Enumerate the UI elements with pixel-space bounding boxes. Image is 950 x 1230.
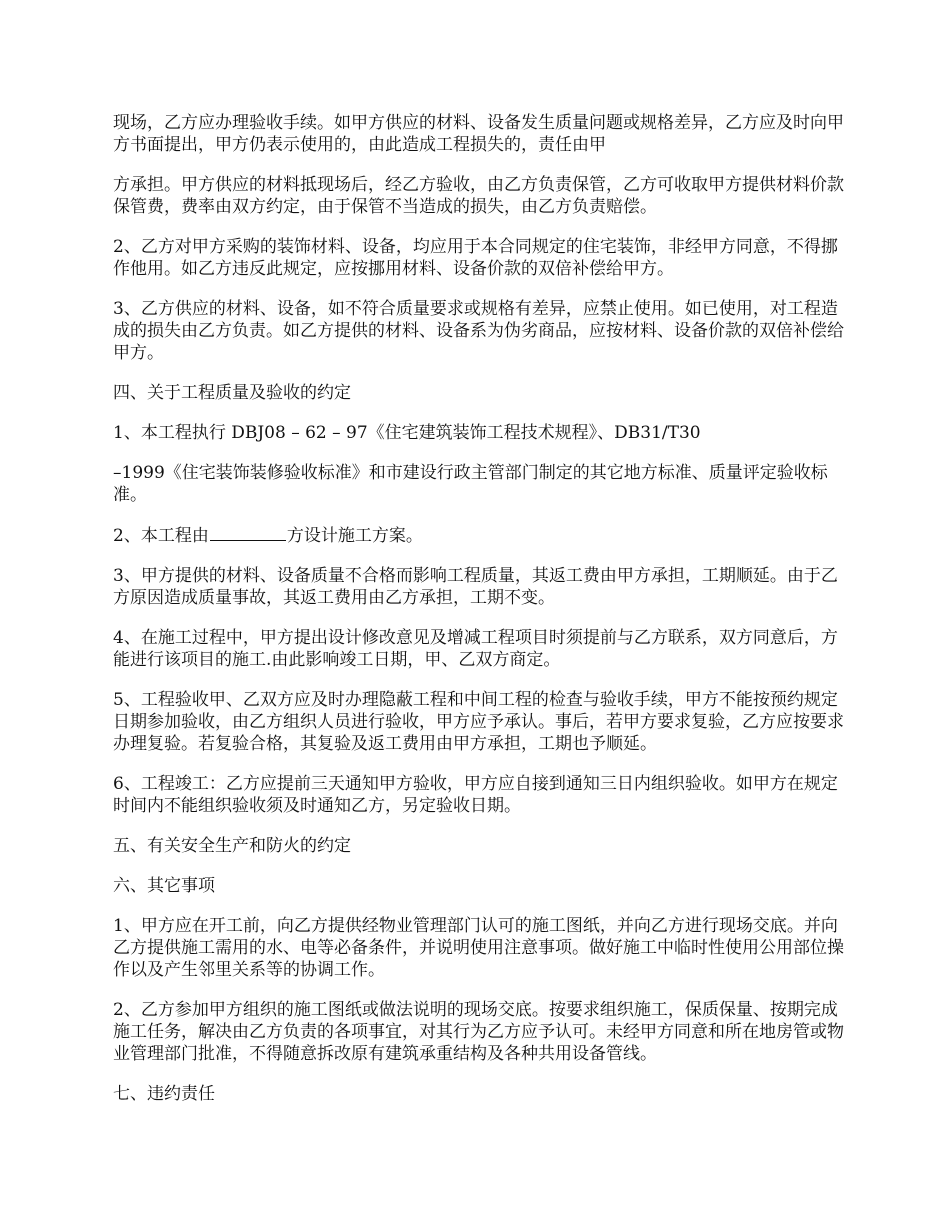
paragraph: 3、甲方提供的材料、设备质量不合格而影响工程质量，其返工费由甲方承担，工期顺延。由于乙方原因造成质量事故，其返工费用由乙方承担，工期不变。 [113, 566, 838, 608]
paragraph-design [113, 524, 853, 547]
paragraph: 4、在施工过程中，甲方提出设计修改意见及增减工程项目时须提前与乙方联系，双方同意后，方能进行该项目的施工.由此影响竣工日期，甲、乙双方商定。 [113, 628, 838, 670]
paragraph: 1、本工程执行 DBJ08 – 62 – 97《住宅建筑装饰工程技术规程》、DB31/T30 [113, 423, 701, 443]
paragraph: 方承担。甲方供应的材料抵现场后，经乙方验收，由乙方负责保管，乙方可收取甲方提供材料价款保管费，费率由双方约定，由于保管不当造成的损失，由乙方负责赔偿。 [113, 175, 844, 217]
document-body [113, 112, 853, 1123]
fill-in-blank [210, 524, 286, 541]
paragraph: 6、工程竣工：乙方应提前三天通知甲方验收，甲方应自接到通知三日内组织验收。如甲方在规定时间内不能组织验收须及时通知乙方，另定验收日期。 [113, 774, 838, 816]
design-suffix: 方设计施工方案。 [286, 526, 423, 546]
paragraph: 3、乙方供应的材料、设备，如不符合质量要求或规格有差异，应禁止使用。如已使用，对工程造成的损失由乙方负责。如乙方提供的材料、设备系为伪劣商品，应按材料、设备价款的双倍补偿给甲方。 [113, 299, 844, 363]
paragraph: 5、工程验收甲、乙双方应及时办理隐蔽工程和中间工程的检查与验收手续，甲方不能按预约规定日期参加验收，由乙方组织人员进行验收，甲方应予承认。事后，若甲方要求复验，乙方应按要求办理复验。若复验合格，其复验及返工费用由甲方承担，工期也予顺延。 [113, 690, 844, 754]
paragraph: 2、乙方参加甲方组织的施工图纸或做法说明的现场交底。按要求组织施工，保质保量、按期完成施工任务，解决由乙方负责的各项事宜，对其行为乙方应予认可。未经甲方同意和所在地房管或物业管理部门批准，不得随意拆改原有建筑承重结构及各种共用设备管线。 [113, 1000, 844, 1064]
section-heading: 六、其它事项 [113, 876, 215, 896]
paragraph: 2、乙方对甲方采购的装饰材料、设备，均应用于本合同规定的住宅装饰，非经甲方同意，不得挪作他用。如乙方违反此规定，应按挪用材料、设备价款的双倍补偿给甲方。 [113, 237, 838, 279]
section-heading: 四、关于工程质量及验收的约定 [113, 383, 351, 403]
paragraph: 现场，乙方应办理验收手续。如甲方供应的材料、设备发生质量问题或规格差异，乙方应及时向甲方书面提出，甲方仍表示使用的，由此造成工程损失的，责任由甲 [113, 113, 844, 155]
section-heading: 五、有关安全生产和防火的约定 [113, 836, 351, 856]
paragraph: 1、甲方应在开工前，向乙方提供经物业管理部门认可的施工图纸，并向乙方进行现场交底。并向乙方提供施工需用的水、电等必备条件，并说明使用注意事项。做好施工中临时性使用公用部位操作以及产生邻里关系等的协调工作。 [113, 916, 844, 980]
paragraph: –1999《住宅装饰装修验收标准》和市建设行政主管部门制定的其它地方标准、质量评定验收标准。 [113, 463, 828, 505]
design-prefix: 2、本工程由 [113, 526, 209, 546]
section-heading: 七、违约责任 [113, 1084, 215, 1104]
